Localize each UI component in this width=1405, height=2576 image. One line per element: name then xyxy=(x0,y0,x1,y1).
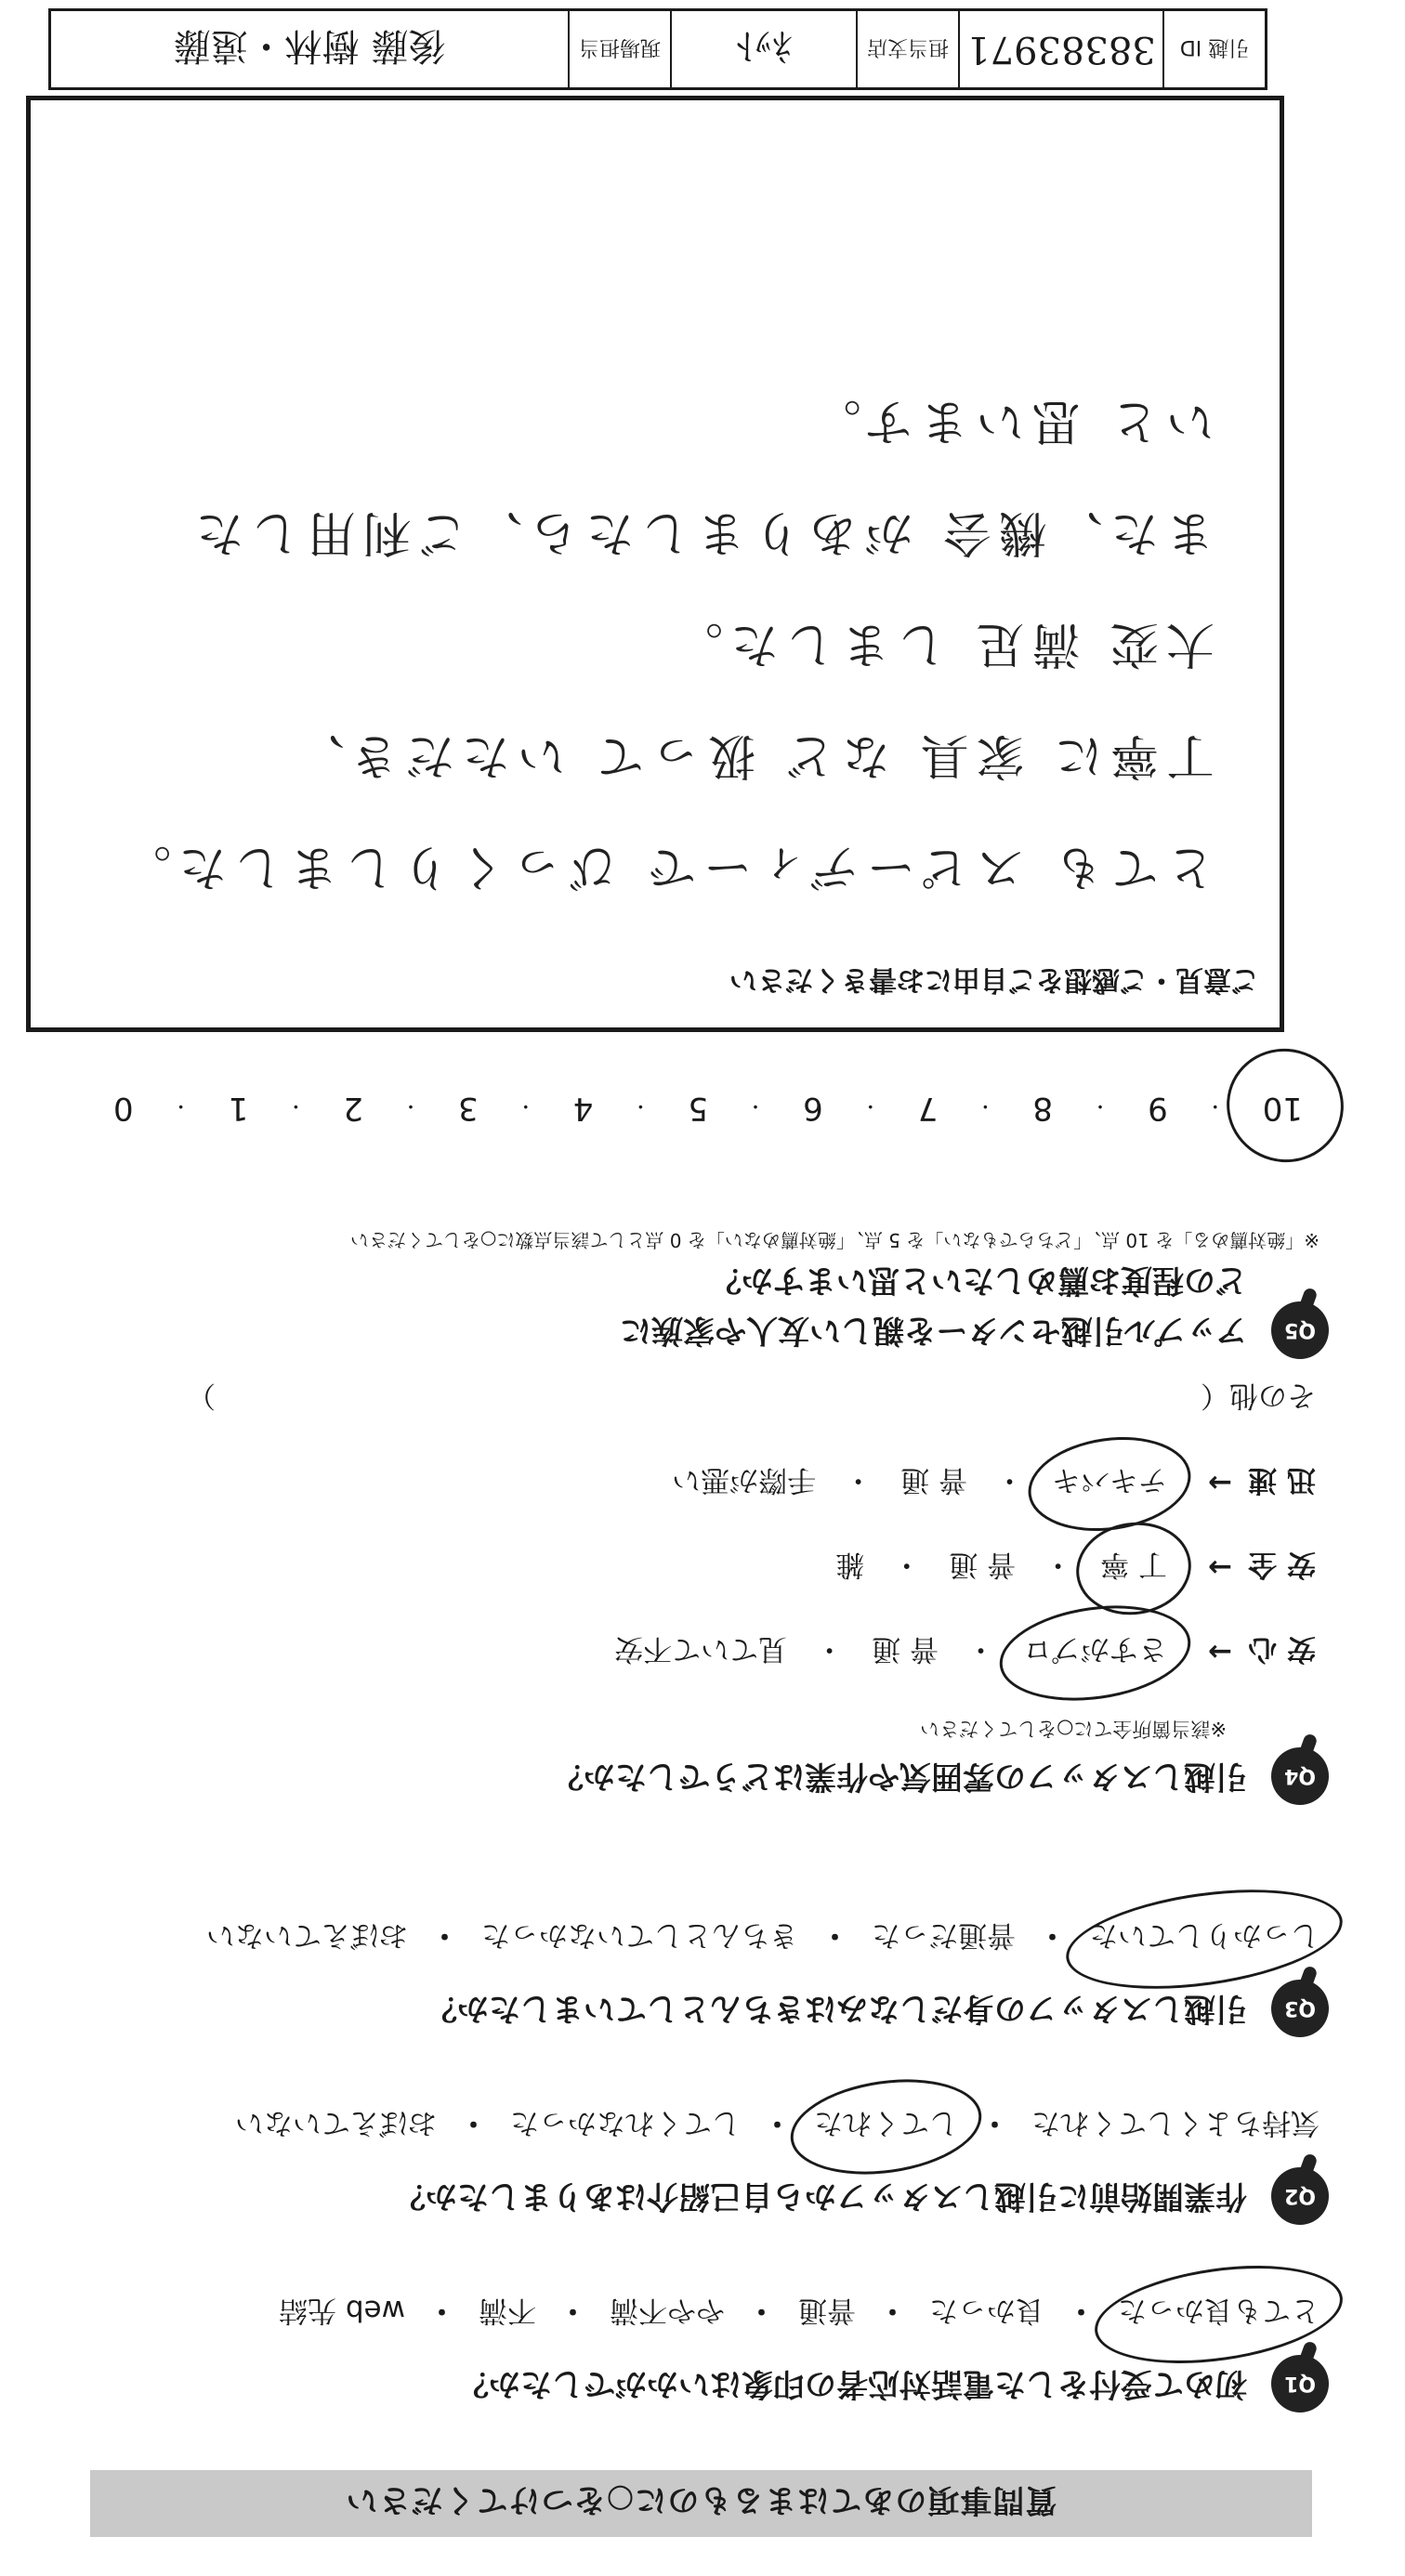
q4-option[interactable]: 普 通 xyxy=(949,1548,1017,1581)
instruction-banner: 質問事項のあてはまるものに○をつけてください xyxy=(90,2470,1312,2537)
q5-scale: 10 ・ 9 ・ 8 ・ 7 ・ 6 ・ 5 ・ 4 ・ 3 ・ 2 ・ 1 ・ 0 xyxy=(113,1090,1303,1127)
q4-option-selected[interactable]: さすがプロ xyxy=(1023,1631,1167,1673)
q4-row-anzen: 安 全 → 丁 寧 ・ 普 通 ・ 雑 xyxy=(65,1547,1316,1589)
q4-row-anshin: 安 心 → さすがプロ ・ 普 通 ・ 見ていて不安 xyxy=(65,1631,1316,1673)
q4-row-label: 安 全 xyxy=(1248,1548,1316,1581)
q4-option-selected[interactable]: テキパキ xyxy=(1052,1462,1167,1504)
id-value: 38383971 xyxy=(958,11,1162,87)
q4-row-label: 安 心 xyxy=(1248,1632,1316,1666)
q1-options: とても良かった ・ 良かった ・ 普通 ・ やや不満 ・ 不満 ・ web 先結 xyxy=(65,2293,1320,2334)
comment-line: とても スピーディーで びっくりしました。 xyxy=(115,839,1215,895)
question-5 xyxy=(65,1228,1329,1359)
q5-line2: どの程度お薦めしたいと思いますか？ xyxy=(710,1262,1247,1299)
q5-score[interactable]: 8 xyxy=(1032,1090,1054,1127)
q4-other-close: ） xyxy=(187,1379,216,1412)
q5-score[interactable]: 4 xyxy=(572,1090,594,1127)
q5-score[interactable]: 3 xyxy=(458,1090,479,1127)
q4-option[interactable]: 手際が悪い xyxy=(672,1463,817,1497)
q4-option[interactable]: 雑 xyxy=(835,1548,865,1581)
q4-option[interactable]: 普 通 xyxy=(900,1463,967,1497)
q1-option-selected[interactable]: とても良かった xyxy=(1118,2293,1320,2334)
q4-text: 引越しスタッフの雰囲気や作業はどうでしたか？ xyxy=(552,1758,1247,1795)
q3-option[interactable]: 普通だった xyxy=(872,1918,1016,1952)
q3-badge: Q3 xyxy=(1271,1980,1329,2037)
q2-options: 気持ちよくしてくれた ・ してくれた ・ してくれなかった ・ おぼえていない xyxy=(65,2105,1320,2147)
q2-badge: Q2 xyxy=(1271,2167,1329,2225)
q5-score[interactable]: 6 xyxy=(803,1090,823,1127)
q4-row-jinsoku: 迅 速 → テキパキ ・ 普 通 ・ 手際が悪い xyxy=(65,1462,1316,1504)
q1-option[interactable]: 良かった xyxy=(929,2294,1044,2327)
q4-row-label: 迅 速 xyxy=(1248,1463,1316,1497)
q5-score[interactable]: 0 xyxy=(113,1090,134,1127)
q1-text: 初めて受付をした電話対応者の印象はいかがでしたか？ xyxy=(457,2365,1247,2402)
q5-line1: アップル引越センターを親しい友人や家族に xyxy=(620,1312,1247,1349)
comment-line: いと 思います。 xyxy=(805,393,1215,449)
q3-option[interactable]: おぼえていない xyxy=(206,1918,408,1952)
q5-score[interactable]: 9 xyxy=(1148,1090,1168,1127)
arrow-right-icon: → xyxy=(1208,1550,1232,1585)
question-3 xyxy=(65,1917,1329,2037)
question-1 xyxy=(65,2293,1329,2413)
q2-option-selected[interactable]: してくれた xyxy=(814,2105,958,2147)
q2-option[interactable]: してくれなかった xyxy=(510,2106,741,2139)
id-table xyxy=(48,8,1267,90)
q2-option[interactable]: 気持ちよくしてくれた xyxy=(1031,2106,1320,2139)
arrow-right-icon: → xyxy=(1208,1466,1232,1500)
comment-box[interactable] xyxy=(26,96,1284,1032)
branch-label: 担当支店 xyxy=(856,11,958,87)
q2-text: 作業開始前に引越しスタッフから自己紹介はありましたか？ xyxy=(394,2177,1247,2215)
q4-option-selected[interactable]: 丁 寧 xyxy=(1100,1547,1167,1589)
question-2 xyxy=(65,2105,1329,2225)
q4-other-label: その他（ xyxy=(1201,1379,1316,1412)
q5-score-selected[interactable]: 10 xyxy=(1262,1090,1303,1127)
q3-option[interactable]: きちんとしていなかった xyxy=(481,1918,798,1952)
rep-label: 現場担当 xyxy=(568,11,670,87)
q4-option[interactable]: 見ていて不安 xyxy=(614,1632,788,1666)
q4-option[interactable]: 普 通 xyxy=(872,1632,939,1666)
comment-line: 丁寧に 家具 など 扱って いただき、 xyxy=(288,727,1215,783)
q3-options: しっかりしていた ・ 普通だった ・ きちんとしていなかった ・ おぼえていない xyxy=(65,1917,1320,1959)
q5-score[interactable]: 7 xyxy=(917,1090,939,1127)
q4-other-row xyxy=(65,1378,1316,1419)
q5-note: ※「絶対薦める」を 10 点、「どちらでもない」を 5 点、「絶対薦めない」を 0 点として該当点数に○をしてください xyxy=(349,1229,1320,1251)
q4-badge: Q4 xyxy=(1271,1747,1329,1805)
rep-value: 後藤 樹林・遠藤 xyxy=(173,24,446,68)
q1-badge: Q1 xyxy=(1271,2355,1329,2413)
id-label: 引越 ID xyxy=(1162,11,1265,87)
q1-option[interactable]: web 先結 xyxy=(279,2294,405,2327)
q3-text: 引越しスタッフの身だしなみはきちんとしていましたか？ xyxy=(426,1990,1247,2027)
q1-option[interactable]: 不満 xyxy=(479,2294,536,2327)
comment-line: 大変 満足 しました。 xyxy=(666,616,1215,672)
q5-badge: Q5 xyxy=(1271,1301,1329,1359)
arrow-right-icon: → xyxy=(1208,1635,1232,1669)
q1-option[interactable]: やや不満 xyxy=(610,2294,725,2327)
q2-option[interactable]: おぼえていない xyxy=(235,2106,437,2139)
q5-score[interactable]: 1 xyxy=(228,1090,249,1127)
question-4 xyxy=(65,1378,1329,1805)
branch-value: ﾈｯﾄ xyxy=(670,11,856,87)
q3-option-selected[interactable]: しっかりしていた xyxy=(1089,1917,1320,1959)
q5-score[interactable]: 2 xyxy=(343,1090,363,1127)
comment-line: また、機会 がありましたら、ご利用した xyxy=(188,504,1215,560)
q5-score[interactable]: 5 xyxy=(688,1090,709,1127)
comment-title: ご意見・ご感想をご自由にお書きください xyxy=(729,963,1259,996)
q4-note: ※該当箇所全てに○をしてください xyxy=(920,1718,1227,1740)
q1-option[interactable]: 普通 xyxy=(798,2294,856,2327)
